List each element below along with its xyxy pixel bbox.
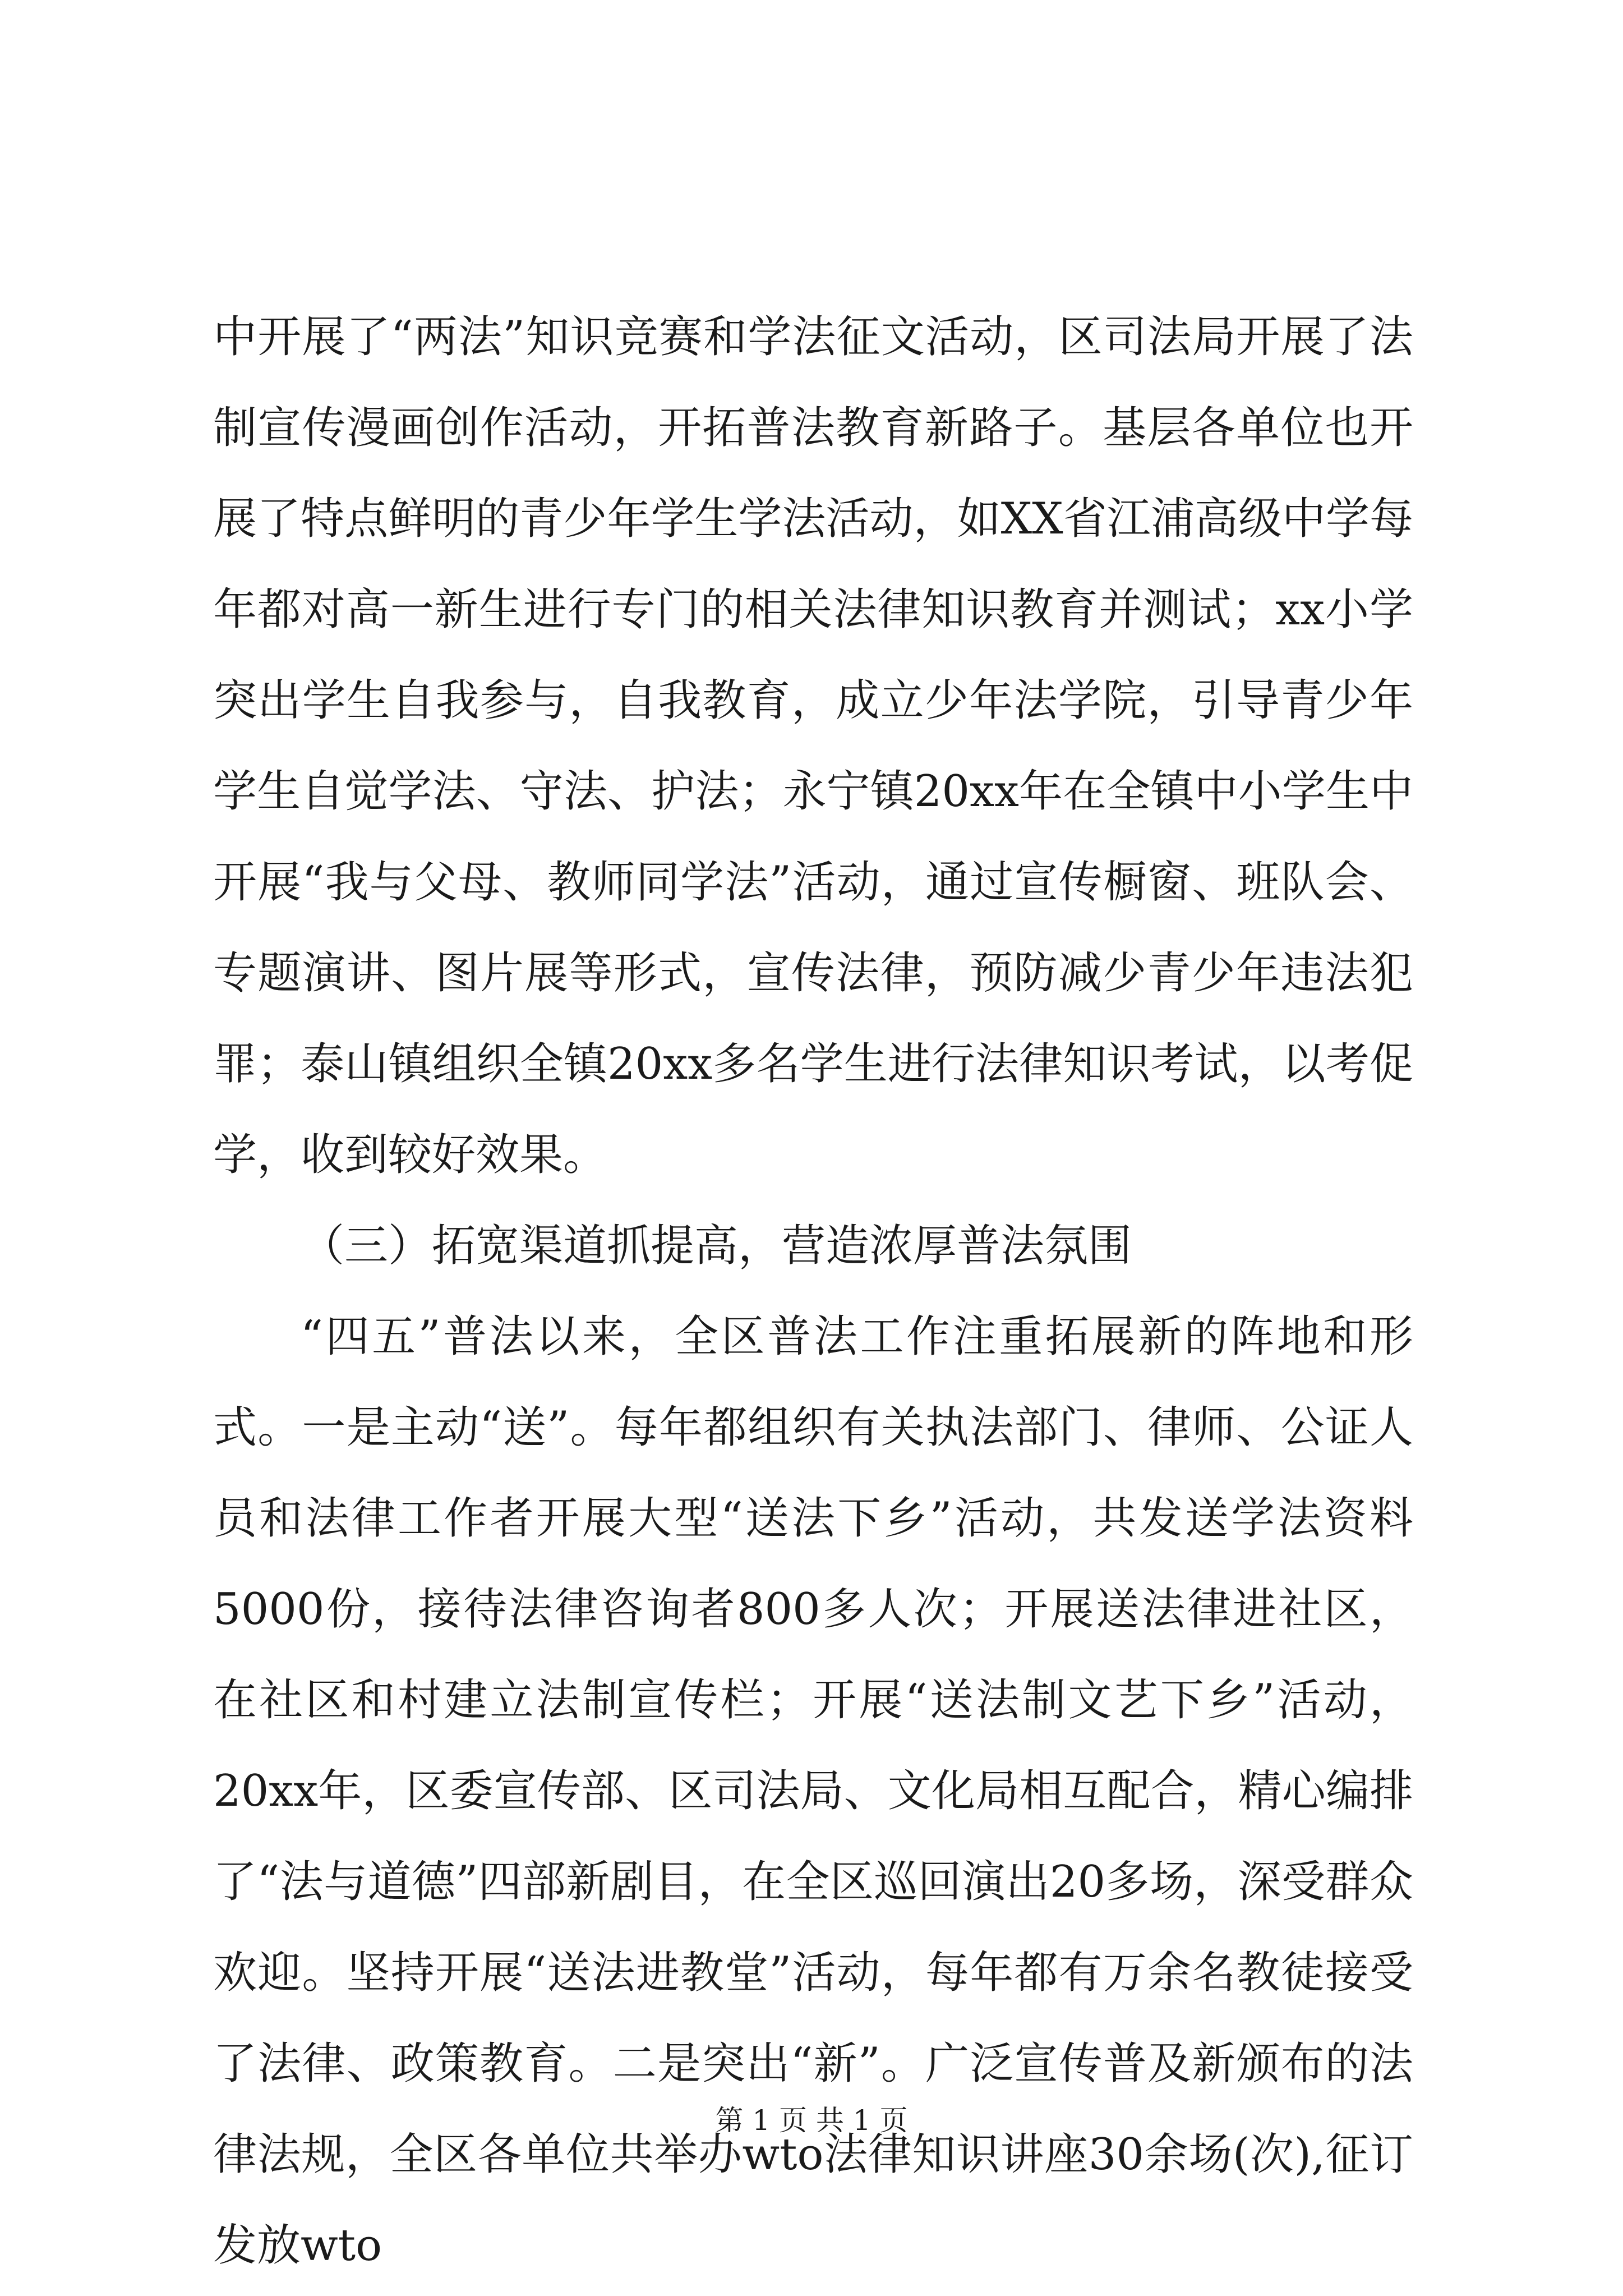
paragraph-2: “四五”普法以来，全区普法工作注重拓展新的阵地和形式。一是主动“送”。每年都组织有关执法部门、律师、公证人员和法律工作者开展大型“送法下乡”活动，共发送学法资料5000份，接待法律咨询者800多人次；开展送法律进社区，在社区和村建立法制宣传栏；开展“送法制文艺下乡”活动，20xx年，区委宣传部、区司法局、文化局相互配合，精心编排了“法与道德”四部新剧目，在全区巡回演出20多场，深受群众欢迎。坚持开展“送法进教堂”活动，每年都有万余名教徒接受了法律、政策教育。二是突出“新”。广泛宣传普及新颁布的法律法规，全区各单位共举办wto法律知识讲座30余场(次),征订发放wto	[213, 1312, 1413, 2271]
page-footer: 第 1 页 共 1 页	[715, 2104, 908, 2137]
paragraph-1: 中开展了“两法”知识竞赛和学法征文活动，区司法局开展了法制宣传漫画创作活动，开拓普法教育新路子。基层各单位也开展了特点鲜明的青少年学生学法活动，如XX省江浦高级中学每年都对高一新生进行专门的相关法律知识教育并测试；xx小学突出学生自我参与，自我教育，成立少年法学院，引导青少年学生自觉学法、守法、护法；永宁镇20xx年在全镇中小学生中开展“我与父母、教师同学法”活动，通过宣传橱窗、班队会、专题演讲、图片展等形式，宣传法律，预防减少青少年违法犯罪；泰山镇组织全镇20xx多名学生进行法律知识考试，以考促学，收到较好效果。	[213, 312, 1413, 1180]
section-heading-3: （三）拓宽渠道抓提高，营造浓厚普法氛围	[301, 1221, 1132, 1271]
document-body	[213, 292, 1413, 2291]
